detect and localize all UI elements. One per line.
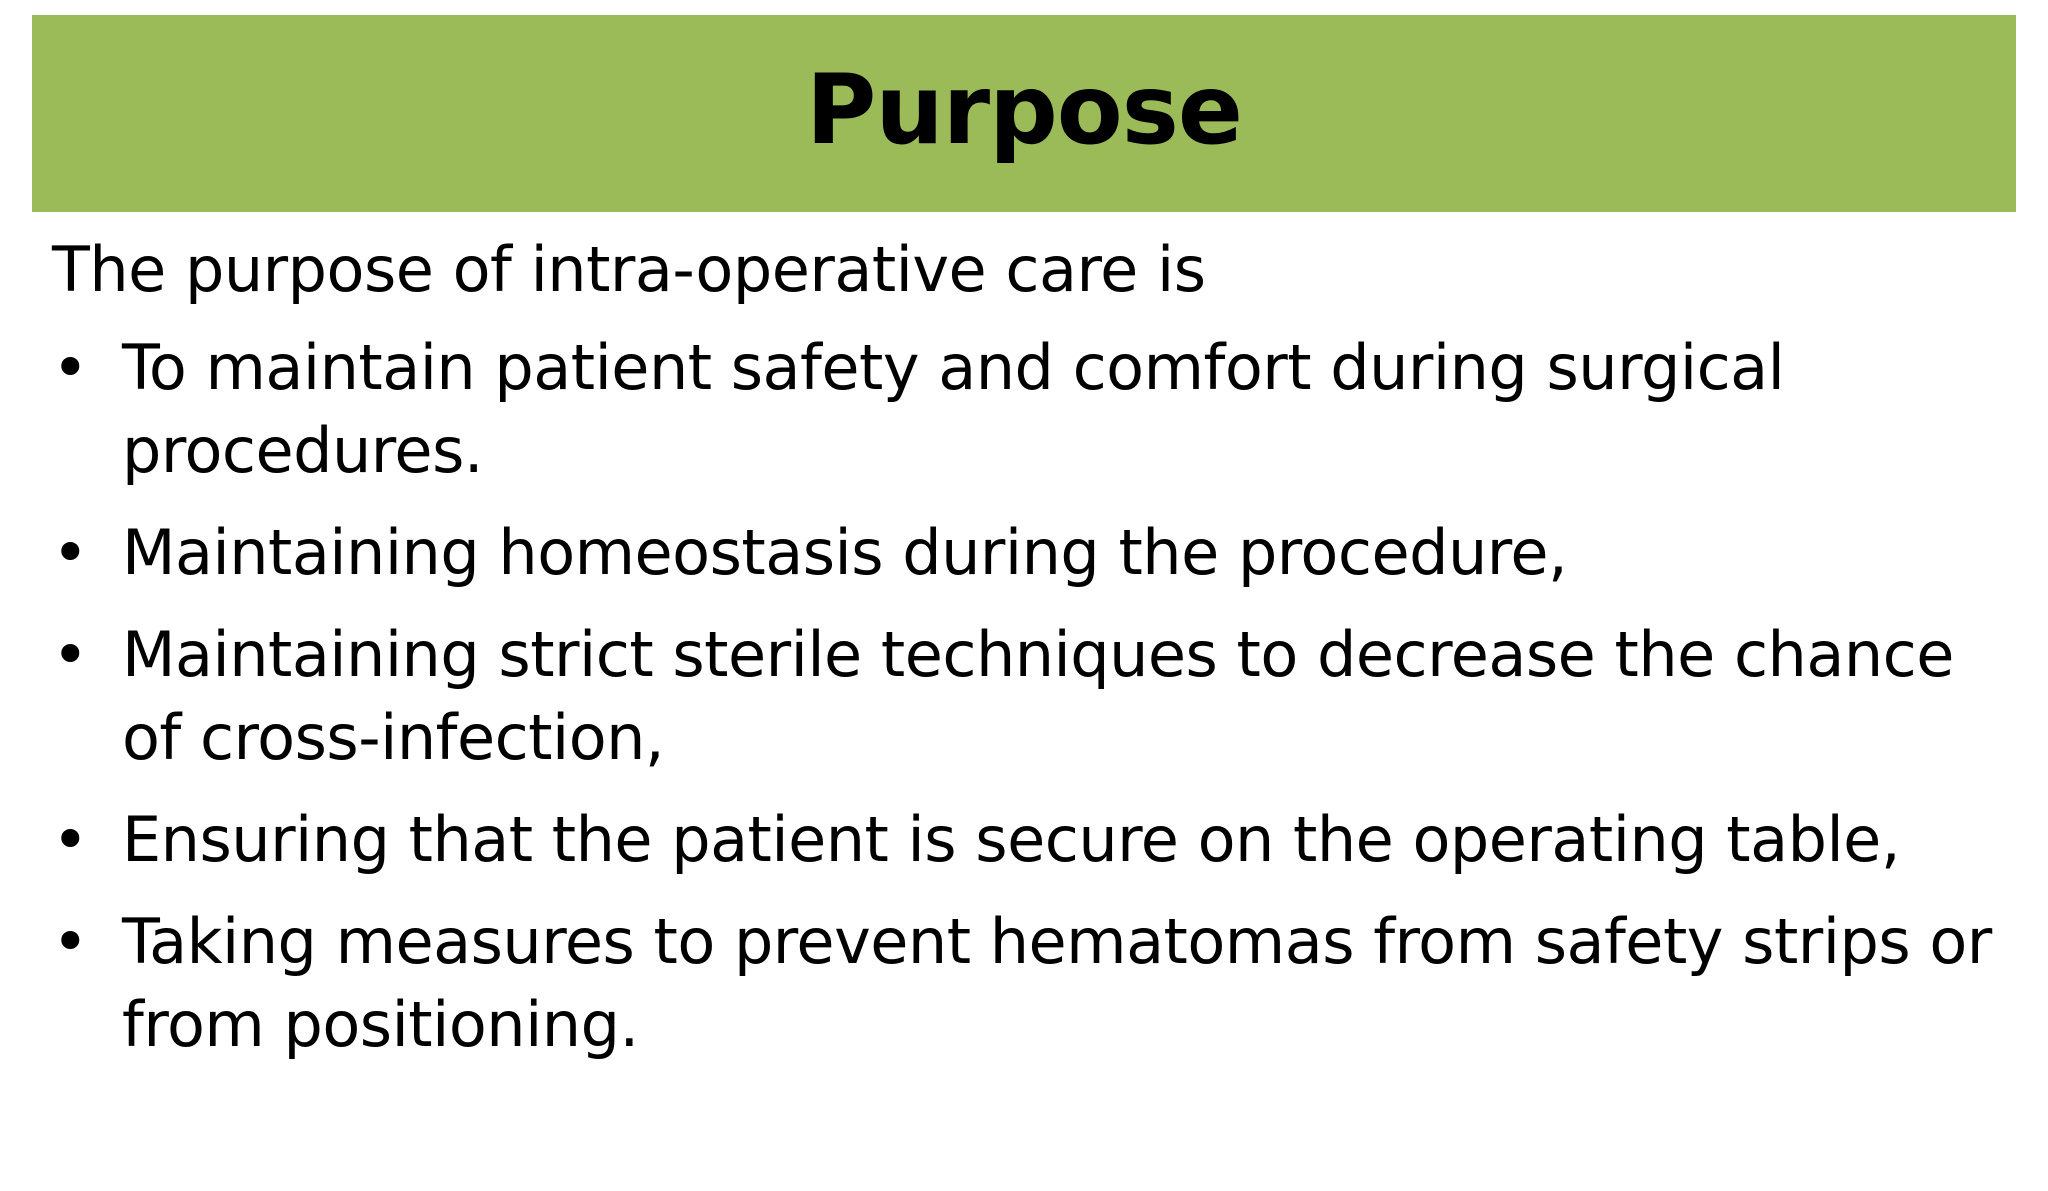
bullet-icon: • (52, 516, 89, 589)
bullet-icon: • (52, 803, 89, 876)
slide-body (52, 228, 2012, 1085)
bullet-text: To maintain patient safety and comfort during surgical procedures. (122, 331, 1785, 487)
bullet-text: Maintaining strict sterile techniques to decrease the chance of cross-infection, (122, 618, 1954, 774)
slide-title: Purpose (806, 53, 1242, 166)
bullet-text: Taking measures to prevent hematomas from safety strips or from positioning. (122, 905, 1992, 1061)
title-bar (32, 15, 2016, 212)
intro-text: The purpose of intra-operative care is (52, 233, 1206, 306)
bullet-item (52, 511, 2012, 594)
bullet-icon: • (52, 618, 89, 691)
bullet-icon: • (52, 905, 89, 978)
bullet-icon: • (52, 331, 89, 404)
bullet-item (52, 613, 2012, 779)
bullet-item (52, 326, 2012, 492)
bullet-item (52, 798, 2012, 881)
bullet-text: Ensuring that the patient is secure on the operating table, (122, 803, 1901, 876)
bullet-item (52, 900, 2012, 1066)
bullet-list (52, 326, 2012, 1066)
bullet-text: Maintaining homeostasis during the procedure, (122, 516, 1568, 589)
